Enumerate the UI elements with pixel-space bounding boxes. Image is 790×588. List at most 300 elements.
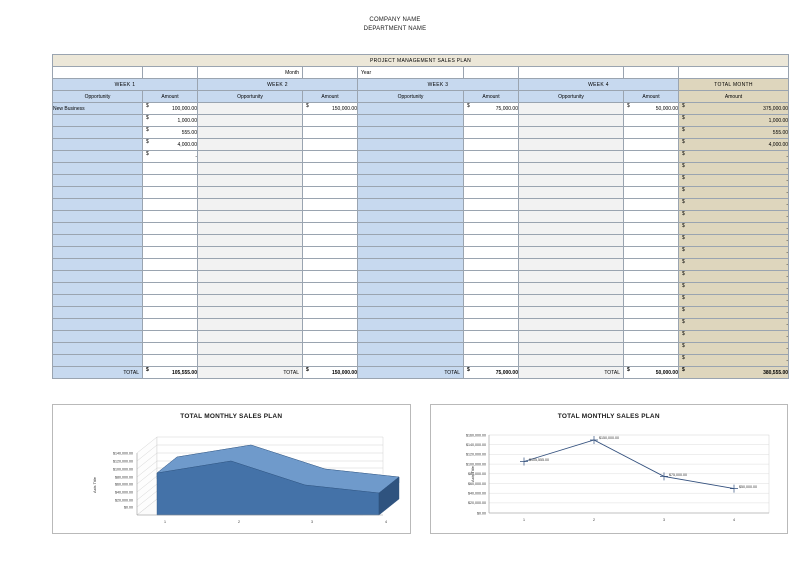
row-10-week-4-amount[interactable] (624, 223, 679, 235)
row-18-week-1-opportunity[interactable] (53, 319, 143, 331)
row-13-week-2-opportunity[interactable] (198, 259, 303, 271)
row-1-total-month[interactable] (679, 115, 789, 127)
chart-1-y-tick: $80,000.00 (115, 475, 133, 480)
row-5-week-4-amount[interactable] (624, 163, 679, 175)
row-9-total-month[interactable] (679, 211, 789, 223)
cell-value: 150,000.00 (331, 105, 357, 112)
row-18-week-2-opportunity[interactable] (198, 319, 303, 331)
cell-value: - (786, 189, 789, 196)
week-1-opportunity-header: Opportunity (53, 91, 143, 103)
row-3-total-month[interactable] (679, 139, 789, 151)
row-18-week-1-amount[interactable] (143, 319, 198, 331)
row-19-week-3-opportunity[interactable] (358, 331, 464, 343)
row-2-total-month[interactable] (679, 127, 789, 139)
row-14-week-3-amount[interactable] (464, 271, 519, 283)
row-17-week-1-amount[interactable] (143, 307, 198, 319)
row-14-week-3-opportunity[interactable] (358, 271, 464, 283)
row-9-week-1-amount[interactable] (143, 211, 198, 223)
row-21-week-2-amount[interactable] (303, 355, 358, 367)
row-8-week-2-opportunity[interactable] (198, 199, 303, 211)
row-19-week-2-amount[interactable] (303, 331, 358, 343)
row-9-week-4-opportunity[interactable] (519, 211, 624, 223)
charts-area (52, 404, 788, 534)
table-title-row (53, 55, 789, 67)
week-1-total-amount (143, 367, 198, 379)
row-14-week-2-opportunity[interactable] (198, 271, 303, 283)
currency-symbol: $ (682, 199, 685, 205)
chart-1-y-tick: $140,000.00 (113, 451, 133, 456)
year-value[interactable] (464, 67, 519, 79)
row-11-week-2-amount[interactable] (303, 235, 358, 247)
row-17-week-2-amount[interactable] (303, 307, 358, 319)
row-5-week-2-opportunity[interactable] (198, 163, 303, 175)
row-2-week-4-amount[interactable] (624, 127, 679, 139)
row-0-week-3-opportunity[interactable] (358, 103, 464, 115)
row-10-week-4-opportunity[interactable] (519, 223, 624, 235)
row-19-week-2-opportunity[interactable] (198, 331, 303, 343)
row-2-week-3-opportunity[interactable] (358, 127, 464, 139)
month-year-spacer-4 (624, 67, 679, 79)
row-0-week-1-opportunity[interactable]: New Business (53, 103, 143, 115)
row-20-total-month[interactable] (679, 343, 789, 355)
document-header (0, 0, 790, 35)
row-10-week-1-opportunity[interactable] (53, 223, 143, 235)
row-7-week-1-opportunity[interactable] (53, 187, 143, 199)
row-8-week-1-amount[interactable] (143, 199, 198, 211)
row-12-week-1-opportunity[interactable] (53, 247, 143, 259)
row-10-total-month[interactable] (679, 223, 789, 235)
row-5-week-3-amount[interactable] (464, 163, 519, 175)
row-10-week-3-amount[interactable] (464, 223, 519, 235)
row-15-week-1-opportunity[interactable] (53, 283, 143, 295)
chart-2-y-tick: $0.00 (476, 511, 486, 516)
row-5-total-month[interactable] (679, 163, 789, 175)
row-18-week-2-amount[interactable] (303, 319, 358, 331)
row-14-week-1-opportunity[interactable] (53, 271, 143, 283)
cell-value: - (786, 297, 789, 304)
row-6-week-1-opportunity[interactable] (53, 175, 143, 187)
row-4-week-4-amount[interactable] (624, 151, 679, 163)
chart-2-canvas (431, 423, 789, 533)
chart-1-y-tick: $0.00 (124, 505, 133, 510)
year-label: Year (358, 67, 464, 79)
table-row (53, 331, 789, 343)
row-7-week-1-amount[interactable] (143, 187, 198, 199)
cell-value: 75,000.00 (495, 105, 518, 112)
row-10-week-2-opportunity[interactable] (198, 223, 303, 235)
month-year-spacer-5 (679, 67, 789, 79)
chart-2-x-tick: 4 (732, 518, 735, 522)
row-20-week-1-opportunity[interactable] (53, 343, 143, 355)
row-17-week-4-amount[interactable] (624, 307, 679, 319)
row-15-week-2-opportunity[interactable] (198, 283, 303, 295)
row-15-week-3-amount[interactable] (464, 283, 519, 295)
row-15-week-1-amount[interactable] (143, 283, 198, 295)
row-17-week-4-opportunity[interactable] (519, 307, 624, 319)
row-16-week-4-opportunity[interactable] (519, 295, 624, 307)
row-12-total-month[interactable] (679, 247, 789, 259)
row-3-week-1-opportunity[interactable] (53, 139, 143, 151)
cell-value: - (786, 345, 789, 352)
row-6-week-1-amount[interactable] (143, 175, 198, 187)
chart-2-y-tick: $140,000.00 (465, 443, 486, 447)
row-21-week-4-amount[interactable] (624, 355, 679, 367)
row-2-week-2-opportunity[interactable] (198, 127, 303, 139)
row-1-week-4-opportunity[interactable] (519, 115, 624, 127)
cell-value: 380,555.00 (763, 369, 789, 376)
row-9-week-4-amount[interactable] (624, 211, 679, 223)
row-6-week-3-opportunity[interactable] (358, 175, 464, 187)
row-3-week-4-opportunity[interactable] (519, 139, 624, 151)
currency-symbol: $ (682, 211, 685, 217)
chart-1-y-tick: $20,000.00 (115, 498, 133, 503)
row-18-total-month[interactable] (679, 319, 789, 331)
row-3-week-4-amount[interactable] (624, 139, 679, 151)
currency-symbol: $ (682, 139, 685, 145)
row-8-total-month[interactable] (679, 199, 789, 211)
table-title: PROJECT MANAGEMENT SALES PLAN (53, 55, 789, 67)
row-16-week-3-opportunity[interactable] (358, 295, 464, 307)
table-row (53, 223, 789, 235)
row-7-week-2-amount[interactable] (303, 187, 358, 199)
row-2-week-2-amount[interactable] (303, 127, 358, 139)
week-4-opportunity-header: Opportunity (519, 91, 624, 103)
row-6-week-4-opportunity[interactable] (519, 175, 624, 187)
chart-2-title: TOTAL MONTHLY SALES PLAN (557, 413, 660, 420)
row-3-week-2-amount[interactable] (303, 139, 358, 151)
row-14-week-2-amount[interactable] (303, 271, 358, 283)
row-2-week-3-amount[interactable] (464, 127, 519, 139)
row-12-week-4-opportunity[interactable] (519, 247, 624, 259)
cell-value: 50,000.00 (655, 369, 678, 376)
chart-2-y-tick: $160,000.00 (465, 433, 486, 438)
currency-symbol: $ (682, 367, 685, 373)
row-10-week-2-amount[interactable] (303, 223, 358, 235)
currency-symbol: $ (682, 115, 685, 121)
row-20-week-3-opportunity[interactable] (358, 343, 464, 355)
currency-symbol: $ (682, 175, 685, 181)
cell-value: 375,000.00 (763, 105, 789, 112)
row-18-week-3-opportunity[interactable] (358, 319, 464, 331)
row-4-week-2-amount[interactable] (303, 151, 358, 163)
cell-value: 105,555.00 (171, 369, 197, 376)
currency-symbol: $ (682, 259, 685, 265)
row-11-week-1-opportunity[interactable] (53, 235, 143, 247)
row-0-week-4-amount[interactable] (624, 103, 679, 115)
row-17-week-1-opportunity[interactable] (53, 307, 143, 319)
month-year-spacer-1 (53, 67, 143, 79)
row-16-total-month[interactable] (679, 295, 789, 307)
row-17-week-2-opportunity[interactable] (198, 307, 303, 319)
row-6-week-4-amount[interactable] (624, 175, 679, 187)
row-15-week-4-amount[interactable] (624, 283, 679, 295)
row-4-week-4-opportunity[interactable] (519, 151, 624, 163)
cell-value: - (786, 261, 789, 268)
row-21-week-3-amount[interactable] (464, 355, 519, 367)
cell-value: 1,000.00 (177, 117, 197, 124)
row-0-week-1-amount[interactable] (143, 103, 198, 115)
row-13-week-1-opportunity[interactable] (53, 259, 143, 271)
row-13-week-3-amount[interactable] (464, 259, 519, 271)
row-5-week-2-amount[interactable] (303, 163, 358, 175)
chart-2-y-axis-title: Axis Title (469, 465, 475, 483)
row-1-week-1-amount[interactable] (143, 115, 198, 127)
week-2-total-amount (303, 367, 358, 379)
row-4-week-1-opportunity[interactable] (53, 151, 143, 163)
currency-symbol: $ (467, 103, 470, 109)
cell-value: - (786, 213, 789, 220)
chart-1-y-axis-title: Axis Title (92, 476, 97, 494)
row-8-week-1-opportunity[interactable] (53, 199, 143, 211)
month-total-amount (679, 367, 789, 379)
currency-symbol: $ (682, 307, 685, 313)
row-16-week-4-amount[interactable] (624, 295, 679, 307)
row-19-total-month[interactable] (679, 331, 789, 343)
month-year-row (53, 67, 789, 79)
row-9-week-1-opportunity[interactable] (53, 211, 143, 223)
table-row (53, 103, 789, 115)
row-17-total-month[interactable] (679, 307, 789, 319)
row-5-week-1-amount[interactable] (143, 163, 198, 175)
row-3-week-2-opportunity[interactable] (198, 139, 303, 151)
row-12-week-2-amount[interactable] (303, 247, 358, 259)
row-13-week-4-opportunity[interactable] (519, 259, 624, 271)
company-name: COMPANY NAME (369, 17, 421, 23)
row-20-week-1-amount[interactable] (143, 343, 198, 355)
week-4-total-amount (624, 367, 679, 379)
currency-symbol: $ (682, 127, 685, 133)
row-11-week-4-opportunity[interactable] (519, 235, 624, 247)
table-row (53, 127, 789, 139)
table-row (53, 271, 789, 283)
row-16-week-1-amount[interactable] (143, 295, 198, 307)
row-17-week-3-opportunity[interactable] (358, 307, 464, 319)
row-19-week-1-opportunity[interactable] (53, 331, 143, 343)
row-19-week-4-amount[interactable] (624, 331, 679, 343)
row-21-week-3-opportunity[interactable] (358, 355, 464, 367)
chart-1-y-tick: $100,000.00 (113, 467, 133, 472)
column-subheader-row (53, 91, 789, 103)
row-4-total-month[interactable] (679, 151, 789, 163)
month-value[interactable] (303, 67, 358, 79)
row-7-week-3-amount[interactable] (464, 187, 519, 199)
row-4-week-3-opportunity[interactable] (358, 151, 464, 163)
row-16-week-1-opportunity[interactable] (53, 295, 143, 307)
row-13-week-3-opportunity[interactable] (358, 259, 464, 271)
row-18-week-4-opportunity[interactable] (519, 319, 624, 331)
row-0-week-2-amount[interactable] (303, 103, 358, 115)
currency-symbol: $ (146, 127, 149, 133)
row-6-week-2-amount[interactable] (303, 175, 358, 187)
row-1-week-3-amount[interactable] (464, 115, 519, 127)
cell-value: 75,000.00 (495, 369, 518, 376)
cell-value: - (786, 237, 789, 244)
row-8-week-3-opportunity[interactable] (358, 199, 464, 211)
row-8-week-4-opportunity[interactable] (519, 199, 624, 211)
row-19-week-4-opportunity[interactable] (519, 331, 624, 343)
chart-2-y-tick: $100,000.00 (465, 462, 486, 467)
row-4-week-1-amount[interactable] (143, 151, 198, 163)
month-label: Month (198, 67, 303, 79)
chart-2-point-label: $105,555.00 (528, 458, 549, 462)
row-16-week-2-opportunity[interactable] (198, 295, 303, 307)
row-2-week-1-amount[interactable] (143, 127, 198, 139)
currency-symbol: $ (682, 355, 685, 361)
row-6-week-3-amount[interactable] (464, 175, 519, 187)
cell-value: - (786, 225, 789, 232)
week-4-header: WEEK 4 (519, 79, 679, 91)
row-5-week-3-opportunity[interactable] (358, 163, 464, 175)
currency-symbol: $ (682, 235, 685, 241)
currency-symbol: $ (146, 367, 149, 373)
row-8-week-3-amount[interactable] (464, 199, 519, 211)
row-7-week-4-amount[interactable] (624, 187, 679, 199)
week-4-amount-header: Amount (624, 91, 679, 103)
row-21-week-1-amount[interactable] (143, 355, 198, 367)
row-20-week-2-amount[interactable] (303, 343, 358, 355)
row-1-week-1-opportunity[interactable] (53, 115, 143, 127)
row-6-total-month[interactable] (679, 175, 789, 187)
row-12-week-2-opportunity[interactable] (198, 247, 303, 259)
row-21-total-month[interactable] (679, 355, 789, 367)
row-12-week-4-amount[interactable] (624, 247, 679, 259)
row-14-week-4-opportunity[interactable] (519, 271, 624, 283)
row-20-week-4-amount[interactable] (624, 343, 679, 355)
row-7-total-month[interactable] (679, 187, 789, 199)
row-7-week-4-opportunity[interactable] (519, 187, 624, 199)
week-2-total-label: TOTAL (198, 367, 303, 379)
currency-symbol: $ (627, 103, 630, 109)
chart-1-y-tick: $60,000.00 (115, 482, 133, 487)
row-10-week-1-amount[interactable] (143, 223, 198, 235)
chart-2-y-tick: $60,000.00 (467, 481, 486, 486)
row-21-week-4-opportunity[interactable] (519, 355, 624, 367)
row-20-week-4-opportunity[interactable] (519, 343, 624, 355)
currency-symbol: $ (682, 151, 685, 157)
row-21-week-2-opportunity[interactable] (198, 355, 303, 367)
row-21-week-1-opportunity[interactable] (53, 355, 143, 367)
row-6-week-2-opportunity[interactable] (198, 175, 303, 187)
chart-2-point-label: $150,000.00 (598, 436, 619, 440)
row-3-week-3-amount[interactable] (464, 139, 519, 151)
table-row (53, 283, 789, 295)
week-2-amount-header: Amount (303, 91, 358, 103)
row-12-week-1-amount[interactable] (143, 247, 198, 259)
row-13-week-4-amount[interactable] (624, 259, 679, 271)
row-13-week-2-amount[interactable] (303, 259, 358, 271)
row-14-week-1-amount[interactable] (143, 271, 198, 283)
row-9-week-2-opportunity[interactable] (198, 211, 303, 223)
row-9-week-2-amount[interactable] (303, 211, 358, 223)
month-year-spacer-2 (143, 67, 198, 79)
row-13-total-month[interactable] (679, 259, 789, 271)
row-10-week-3-opportunity[interactable] (358, 223, 464, 235)
row-12-week-3-opportunity[interactable] (358, 247, 464, 259)
row-15-week-4-opportunity[interactable] (519, 283, 624, 295)
cell-value: 555.00 (772, 129, 789, 136)
cell-value: - (786, 201, 789, 208)
row-17-week-3-amount[interactable] (464, 307, 519, 319)
sales-plan-table (52, 54, 789, 379)
row-11-total-month[interactable] (679, 235, 789, 247)
totals-row (53, 367, 789, 379)
row-7-week-3-opportunity[interactable] (358, 187, 464, 199)
row-19-week-1-amount[interactable] (143, 331, 198, 343)
row-1-week-3-opportunity[interactable] (358, 115, 464, 127)
row-16-week-3-amount[interactable] (464, 295, 519, 307)
row-8-week-2-amount[interactable] (303, 199, 358, 211)
row-9-week-3-amount[interactable] (464, 211, 519, 223)
row-18-week-3-amount[interactable] (464, 319, 519, 331)
row-12-week-3-amount[interactable] (464, 247, 519, 259)
cell-value: 150,000.00 (331, 369, 357, 376)
row-3-week-1-amount[interactable] (143, 139, 198, 151)
row-15-week-2-amount[interactable] (303, 283, 358, 295)
row-5-week-4-opportunity[interactable] (519, 163, 624, 175)
row-11-week-4-amount[interactable] (624, 235, 679, 247)
currency-symbol: $ (682, 187, 685, 193)
row-0-total-month[interactable] (679, 103, 789, 115)
total-month-amount-header: Amount (679, 91, 789, 103)
row-18-week-4-amount[interactable] (624, 319, 679, 331)
chart-2-x-tick: 3 (662, 518, 665, 522)
week-3-header: WEEK 3 (358, 79, 519, 91)
cell-value: - (786, 273, 789, 280)
row-20-week-2-opportunity[interactable] (198, 343, 303, 355)
row-13-week-1-amount[interactable] (143, 259, 198, 271)
row-11-week-2-opportunity[interactable] (198, 235, 303, 247)
row-11-week-1-amount[interactable] (143, 235, 198, 247)
row-7-week-2-opportunity[interactable] (198, 187, 303, 199)
row-11-week-3-amount[interactable] (464, 235, 519, 247)
row-14-total-month[interactable] (679, 271, 789, 283)
row-14-week-4-amount[interactable] (624, 271, 679, 283)
chart-1-title: TOTAL MONTHLY SALES PLAN (180, 413, 283, 420)
row-16-week-2-amount[interactable] (303, 295, 358, 307)
row-20-week-3-amount[interactable] (464, 343, 519, 355)
row-1-week-2-opportunity[interactable] (198, 115, 303, 127)
currency-symbol: $ (306, 103, 309, 109)
row-15-total-month[interactable] (679, 283, 789, 295)
table-row (53, 115, 789, 127)
table-row (53, 187, 789, 199)
chart-2-y-tick: $40,000.00 (467, 491, 486, 496)
row-9-week-3-opportunity[interactable] (358, 211, 464, 223)
week-1-total-label: TOTAL (53, 367, 143, 379)
row-8-week-4-amount[interactable] (624, 199, 679, 211)
week-3-amount-header: Amount (464, 91, 519, 103)
row-2-week-1-opportunity[interactable] (53, 127, 143, 139)
row-3-week-3-opportunity[interactable] (358, 139, 464, 151)
cell-value: - (786, 153, 789, 160)
row-0-week-4-opportunity[interactable] (519, 103, 624, 115)
chart-2-x-tick: 2 (592, 518, 595, 522)
row-4-week-2-opportunity[interactable] (198, 151, 303, 163)
row-19-week-3-amount[interactable] (464, 331, 519, 343)
week-2-opportunity-header: Opportunity (198, 91, 303, 103)
row-0-week-3-amount[interactable] (464, 103, 519, 115)
row-2-week-4-opportunity[interactable] (519, 127, 624, 139)
department-name: DEPARTMENT NAME (363, 26, 427, 33)
currency-symbol: $ (146, 139, 149, 145)
row-4-week-3-amount[interactable] (464, 151, 519, 163)
row-11-week-3-opportunity[interactable] (358, 235, 464, 247)
row-5-week-1-opportunity[interactable] (53, 163, 143, 175)
row-1-week-4-amount[interactable] (624, 115, 679, 127)
row-0-week-2-opportunity[interactable] (198, 103, 303, 115)
row-15-week-3-opportunity[interactable] (358, 283, 464, 295)
row-1-week-2-amount[interactable] (303, 115, 358, 127)
